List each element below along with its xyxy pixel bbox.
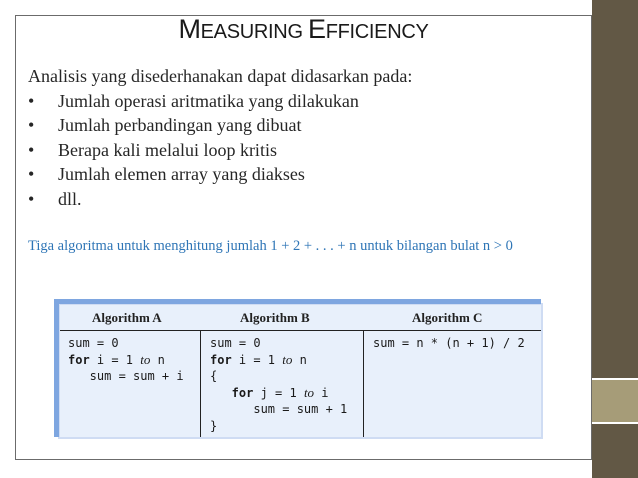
code-line: sum = 0 <box>68 336 119 350</box>
list-item <box>28 187 568 212</box>
code-line: { <box>210 369 218 383</box>
code-line: i <box>314 385 329 400</box>
bullet-text: Jumlah elemen array yang diakses <box>58 164 305 184</box>
code-keyword: for <box>68 352 90 367</box>
bullet-icon: • <box>28 164 35 184</box>
bullet-text: Jumlah perbandingan yang dibuat <box>58 115 302 135</box>
side-accent-divider <box>592 422 638 424</box>
bullet-text: dll. <box>58 188 82 209</box>
algorithm-a-code <box>68 335 184 385</box>
code-line: } <box>210 418 218 433</box>
code-keyword-to: to <box>282 351 293 367</box>
bullet-icon: • <box>28 90 35 111</box>
code-line: n <box>292 352 307 367</box>
intro-text: Analisis yang disederhanakan dapat didasarkan pada: <box>28 66 413 86</box>
bullet-icon: • <box>28 188 35 209</box>
code-line: i = 1 <box>89 352 141 367</box>
code-keyword: for <box>210 385 254 400</box>
side-accent-block <box>592 380 638 422</box>
code-line: n <box>150 352 165 367</box>
code-keyword-to: to <box>140 351 151 367</box>
list-item <box>28 162 568 187</box>
slide-title <box>15 14 592 45</box>
bullet-icon: • <box>28 139 35 160</box>
code-keyword: for <box>210 352 232 367</box>
column-divider <box>363 331 364 437</box>
list-item <box>28 113 568 138</box>
code-line: j = 1 <box>253 385 304 400</box>
title-part: E <box>307 14 326 44</box>
table-header-row <box>60 305 541 331</box>
code-keyword-to: to <box>303 384 315 400</box>
list-item <box>28 89 568 114</box>
header-algorithm-b: Algorithm B <box>240 310 310 325</box>
code-line: sum = sum + 1 <box>210 402 348 416</box>
bullet-text: Jumlah operasi aritmatika yang dilakukan <box>58 90 359 111</box>
table-top-border <box>54 299 541 304</box>
column-divider <box>200 331 201 437</box>
header-algorithm-c: Algorithm C <box>412 310 483 325</box>
title-part: FFICIENCY <box>325 21 429 43</box>
code-line: i = 1 <box>231 352 283 367</box>
bullet-icon: • <box>28 115 35 135</box>
code-line: sum = 0 <box>210 336 261 350</box>
bullet-text: Berapa kali melalui loop kritis <box>58 139 277 160</box>
code-line: sum = sum + i <box>68 369 184 383</box>
algorithm-c-code <box>373 335 525 352</box>
bullet-list <box>28 89 568 212</box>
slide-body <box>28 64 568 211</box>
table-left-border <box>54 299 59 437</box>
title-part: EASURING <box>200 21 308 43</box>
algorithm-table <box>60 305 541 437</box>
title-part: M <box>178 14 201 44</box>
header-algorithm-a: Algorithm A <box>92 310 162 325</box>
code-line: sum = n * (n + 1) / 2 <box>373 336 525 350</box>
list-item <box>28 138 568 163</box>
algorithm-note: Tiga algoritma untuk menghitung jumlah 1 + 2 + . . . + n untuk bilangan bulat n > 0 <box>28 238 513 254</box>
algorithm-b-code <box>210 335 347 434</box>
